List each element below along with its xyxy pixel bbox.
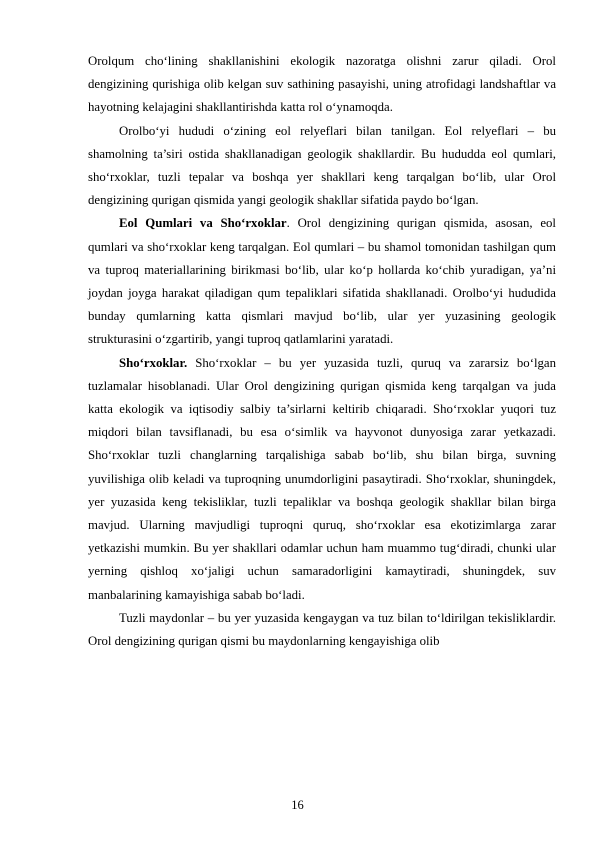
paragraph-heading: Sho‘rxoklar. (119, 355, 188, 370)
paragraph-1 (88, 50, 556, 120)
paragraph-4 (88, 352, 556, 607)
paragraph-3 (88, 212, 556, 351)
paragraph-2 (88, 120, 556, 213)
page-number: 16 (291, 798, 304, 812)
paragraph-text: Orolbo‘yi hududi o‘zining eol relyeflari bilan tanilgan. Eol relyeflari – bu shamolning ta’siri ostida shakllanadigan geologik shakllardir. Bu hududda eol qumlari, sho‘rxoklar, tuzli tepalar va boshqa yer shakllari keng tarqalgan bo‘lib, ular Orol dengizining qurigan qismida yangi geologik shakllar sifatida paydo bo‘lgan. (88, 123, 556, 208)
paragraph-5 (88, 607, 556, 653)
paragraph-text: Orolqum cho‘lining shakllanishini ekologik nazoratga olishni zarur qiladi. Orol dengizining qurishiga olib kelgan suv sathining pasayishi, uning atrofidagi landshaftlar va hayotning kelajagini shakllantirishda katta rol o‘ynamoqda. (88, 54, 556, 115)
paragraph-heading: Eol Qumlari va Sho‘rxoklar (119, 216, 287, 231)
paragraph-text: Tuzli maydonlar – bu yer yuzasida kengaygan va tuz bilan to‘ldirilgan tekisliklardir. Orol dengizining qurigan qismi bu maydonlarning kengayishiga olib (88, 610, 556, 649)
document-body (88, 50, 556, 653)
paragraph-text: Sho‘rxoklar – bu yer yuzasida tuzli, quruq va zararsiz bo‘lgan tuzlamalar hisoblanadi. Ular Orol dengizining qurigan qismida keng tarqalgan va juda katta ekologik va iqtisodiy salbiy ta’sirlarni keltirib chiqaradi. Sho‘rxoklar yuqori tuz miqdori bilan tavsiflanadi, bu esa o‘simlik va hayvonot dunyosiga zarar yetkazadi. Sho‘rxoklar tuzli changlarning tarqalishiga sabab bo‘lib, shu bilan birga, suvning yuvilishiga olib keladi va tuproqning unumdorligini pasaytiradi. Sho‘rxoklar, shuningdek, yer yuzasida keng tekisliklar, tuzli tepaliklar va boshqa geologik shakllar bilan birga mavjud. Ularning mavjudligi tuproqni quruq, sho‘rxoklar esa ekotizimlarga zarar yetkazishi mumkin. Bu yer shakllari odamlar uchun ham muammo tug‘diradi, chunki ular yerning qishloq xo‘jaligi uchun samaradorligini kamaytiradi, shuningdek, suv manbalarining kamayishiga sabab bo‘ladi. (88, 355, 556, 602)
paragraph-text: . Orol dengizining qurigan qismida, asosan, eol qumlari va sho‘rxoklar keng tarqalgan. Eol qumlari – bu shamol tomonidan tashilgan qum va tuproq materiallarining birikmasi bo‘lib, ular ko‘p hollarda ko‘chib yuradigan, ya’ni joydan joyga harakat qiladigan qum tepaliklari sifatida shakllanadi. Orolbo‘yi hududida bunday qumlarning katta qismlari mavjud bo‘lib, ular yer yuzasining geologik strukturasini o‘zgartirib, yangi tuproq qatlamlarini yaratadi. (88, 216, 556, 347)
